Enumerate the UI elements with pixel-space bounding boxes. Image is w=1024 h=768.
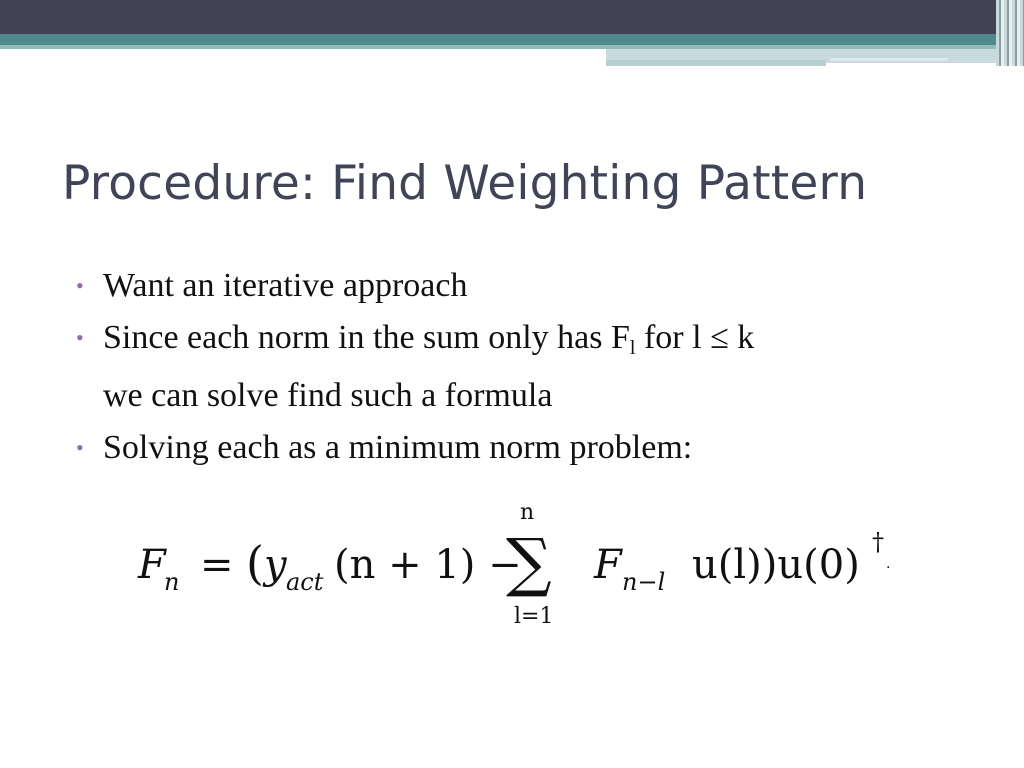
formula-dagger: † (872, 528, 884, 556)
subscript: l (629, 337, 636, 359)
bullet-text: Since each norm in the sum only has F (103, 319, 630, 356)
formula-equals: = (200, 542, 234, 588)
formula-lhs: F (138, 542, 166, 588)
formula-period: . (886, 556, 891, 572)
formula-y: y (264, 542, 287, 588)
formula-f-subscript: n−l (622, 568, 666, 596)
bullet-text: Want an iterative approach (103, 267, 468, 304)
formula-tail: u(l))u(0) (692, 542, 860, 588)
formula-y-subscript: act (286, 568, 324, 596)
formula-f: F (594, 542, 622, 588)
formula-sum-lower: l=1 (514, 604, 554, 629)
formula-open-paren: ( (246, 536, 264, 590)
bullet-item (76, 314, 976, 420)
bullet-icon: • (76, 435, 84, 460)
bullet-icon: • (76, 273, 84, 298)
formula-lhs-subscript: n (164, 568, 180, 596)
formula (134, 498, 894, 638)
bullet-item (76, 424, 976, 472)
header-step-decoration-lower (606, 60, 826, 66)
bullet-icon: • (76, 325, 84, 350)
bullet-text: Solving each as a minimum norm problem: (103, 429, 693, 466)
bullet-item (76, 262, 976, 310)
bullet-line (103, 314, 976, 372)
formula-sum-upper: n (520, 500, 535, 525)
header-thin-line (830, 58, 948, 61)
header-corner-stripes (996, 0, 1024, 66)
header-bar (0, 0, 1024, 34)
bullet-continuation: we can solve find such a formula (103, 377, 553, 414)
formula-argument: (n + 1) − (334, 542, 522, 588)
bullet-list (76, 262, 976, 476)
slide-title: Procedure: Find Weighting Pattern (62, 156, 868, 211)
formula-sum-symbol: ∑ (506, 526, 552, 600)
bullet-text: for l ≤ k (635, 319, 755, 356)
